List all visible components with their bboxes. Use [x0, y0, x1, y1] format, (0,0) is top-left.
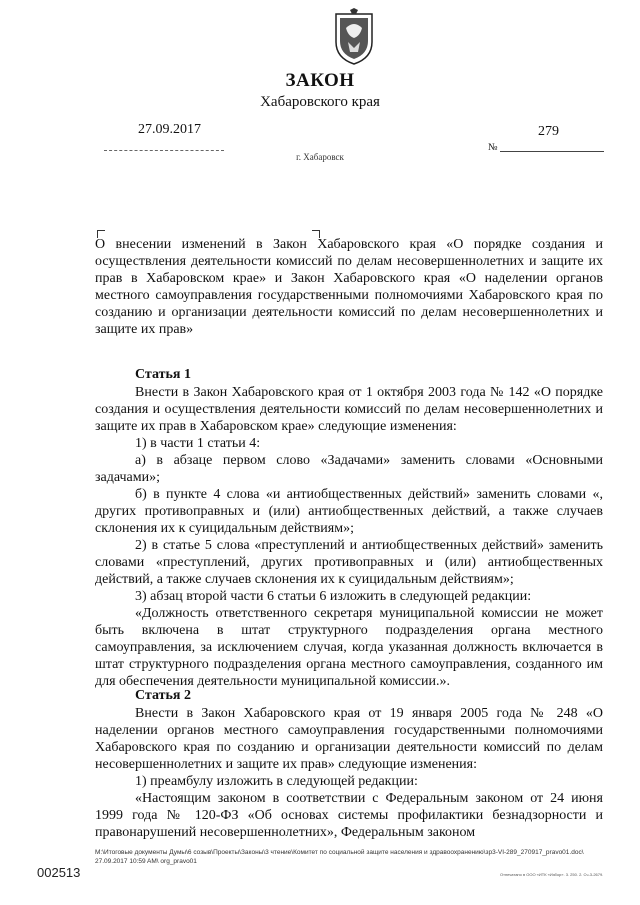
coat-of-arms-emblem [332, 8, 376, 66]
article-2-title: Статья 2 [135, 688, 191, 703]
city-label: г. Хабаровск [296, 152, 344, 162]
article-2-paragraph: 1) преамбулу изложить в следующей редакции: [135, 774, 418, 789]
article-1-paragraph: «Должность ответственного секретаря муниципальной комиссии не может быть включена в штат структурного подразделения органа местного самоуправления, за исключением случая, когда указанная должность включается в штат структурного подразделения органа местного самоуправления, созданного им для обеспечения деятельности муниципальной комиссии.». [95, 606, 603, 689]
article-1-paragraph: 1) в части 1 статьи 4: [135, 436, 261, 451]
law-number: 279 [538, 124, 559, 139]
article-1-paragraph: Внести в Закон Хабаровского края от 1 октября 2003 года № 142 «О порядке создания и осуществления деятельности комиссий по делам несовершеннолетних и защите их прав в Хабаровском крае» следующие изменения: [95, 385, 603, 434]
article-2-body [95, 705, 603, 841]
article-1-title: Статья 1 [135, 367, 191, 382]
document-subtitle: Хабаровского края [260, 94, 380, 110]
article-1-paragraph: а) в абзаце первом слово «Задачами» заменить словами «Основными задачами»; [95, 453, 603, 485]
article-1-paragraph: 3) абзац второй части 6 статьи 6 изложить в следующей редакции: [135, 589, 532, 604]
date-underline [104, 150, 224, 151]
article-1-body [95, 384, 603, 690]
file-path-footer: М:\Итоговые документы Думы\6 созыв\Проекты\Законы\3 чтение\Комитет по социальной защите населения и здравоохранению\зр3-VI-289_270917_pravo01.doc\ 27.09.2017 10:59 AM\ org_pravo01 [95, 849, 584, 865]
number-sign: № [488, 142, 498, 153]
document-code: 002513 [37, 865, 81, 880]
article-2-paragraph: «Настоящим законом в соответствии с Федеральным законом от 24 июня 1999 года № 120-ФЗ «Об основах системы профилактики безнадзорности и правонарушений несовершеннолетних», Федеральным законом [95, 791, 603, 840]
print-note: Отпечатано в ООО «ИТК «Избор». 3. 250. 2. Сч-3-2679. [500, 872, 604, 877]
article-1-paragraph: б) в пункте 4 слова «и антиобщественных действий» заменить словами «, других противоправных и (или) антиобщественных действий, а также случаев склонения их к суицидальным действиям»; [95, 487, 603, 536]
document-title: ЗАКОН [285, 70, 355, 91]
article-1-paragraph: 2) в статье 5 слова «преступлений и антиобщественных действий» заменить словами «преступлений, других противоправных и (или) антиобщественных действий, а также случаев склонения их к суицидальным действиям»; [95, 538, 603, 587]
law-heading: О внесении изменений в Закон Хабаровского края «О порядке создания и осуществления деятельности комиссий по делам несовершеннолетних и защите их прав в Хабаровском крае» и Закон Хабаровского края «О наделении органов местного самоуправления государственными полномочиями Хабаровского края по созданию и организации деятельности комиссий по делам несовершеннолетних и защите их прав» [95, 237, 603, 337]
adoption-date: 27.09.2017 [138, 122, 201, 137]
article-2-paragraph: Внести в Закон Хабаровского края от 19 января 2005 года № 248 «О наделении органов местного самоуправления государственными полномочиями Хабаровского края по созданию и организации деятельности комиссий по делам несовершеннолетних и защите их прав» следующие изменения: [95, 706, 603, 772]
